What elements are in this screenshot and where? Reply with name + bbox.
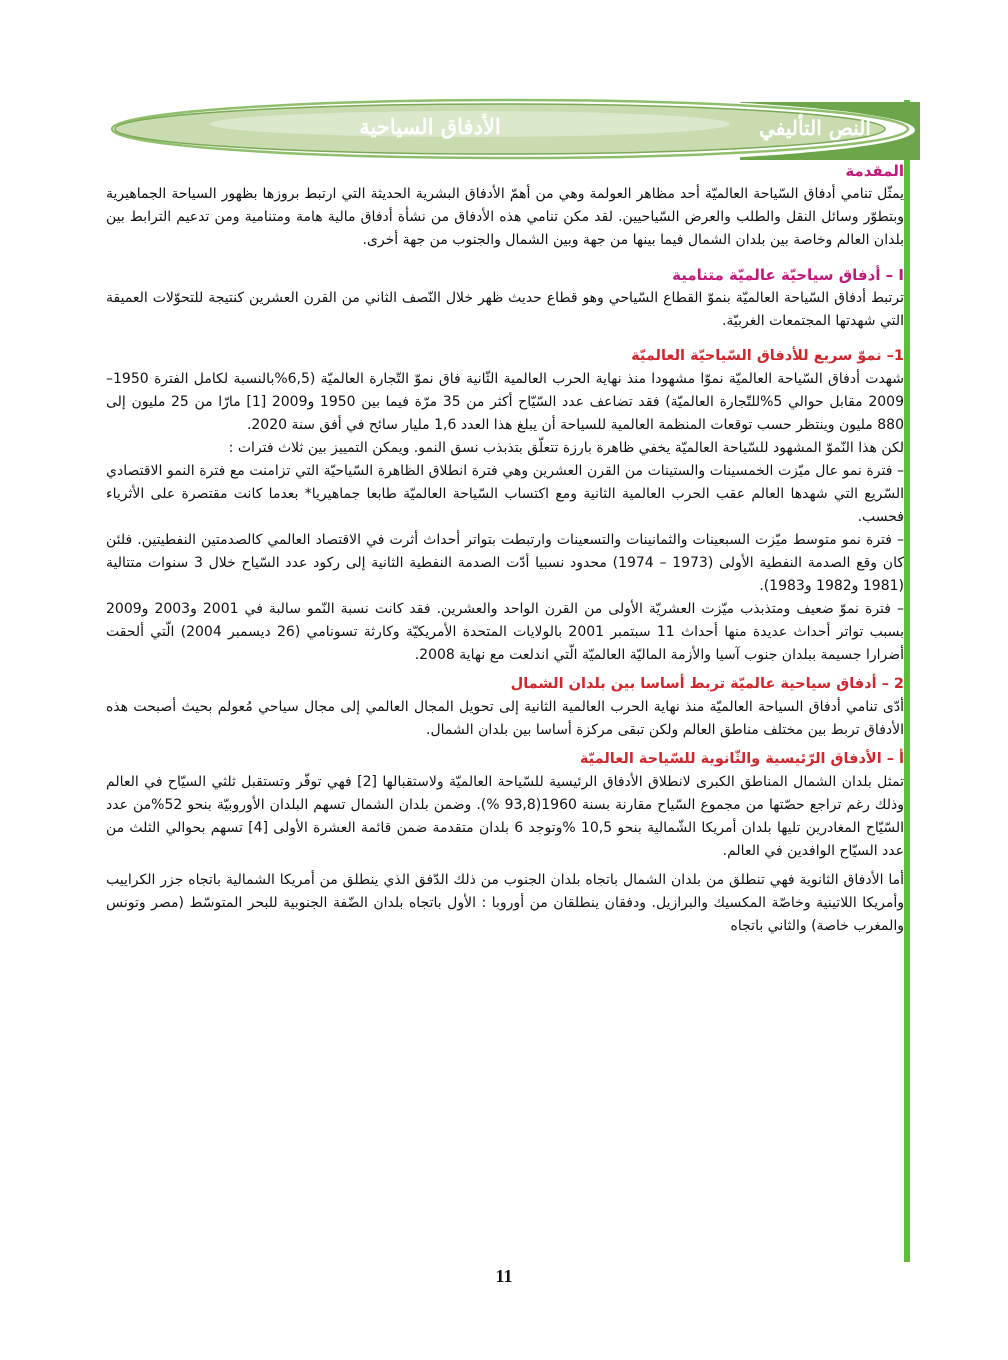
- sub1-paragraph: – فترة نمو متوسط ميّزت السبعينات والثمانينات والتسعينات وارتبطت بتواتر أحداث أثرت في الاقتصاد العالمي كالصدمتين النفطيتين. فلئن كان وقع الصدمة النفطية الأولى (1973 – 1974) محدود نسبيا أدّت الصدمة النفطية الثانية إلى ركود عدد السّياح خلال 3 سنوات متتالية (1981 و1982 و1983).: [106, 532, 905, 594]
- sub1-heading: 1– نموّ سريع للأدفاق السّياحيّة العالميّة: [631, 348, 904, 364]
- section-tag: النص التأليفي: [759, 116, 871, 140]
- article-body: [106, 160, 904, 938]
- subA-paragraph: أما الأدفاق الثانوية فهي تنطلق من بلدان الشمال باتجاه بلدان الجنوب من ذلك الدّفق الذي ينطلق من أمريكا الشمالية باتجاه جزر الكراييب وأمريكا اللاتينية وخاصّة المكسيك والبرازيل. ودفقان ينطلقان من أوروبا : الأول باتجاه بلدان الضّفة الجنوبية للبحر المتوسّط (مصر وتونس والمغرب خاصة) والثاني باتجاه: [106, 872, 904, 934]
- intro-heading: المقدمة: [845, 162, 904, 180]
- subA-paragraph: تمثل بلدان الشمال المناطق الكبرى لانطلاق الأدفاق الرئيسية للسّياحة العالميّة ولاستقبالها [2] فهي توفّر وتستقبل ثلثي السيّاح في العالم وذلك رغم تراجع حصّتها من مجموع السّياح مقارنة بسنة 1960(93,8 %). وضمن بلدان الشمال تسهم البلدان الأوروبيّة بنحو 52%من عدد السّيّاح المغادرين تليها بلدان أمريكا الشّمالية بنحو 10,5 %وتوجد 6 بلدان متقدمة ضمن قائمة العشرة الأولى [4] تسهم بحوالي الثلث من عدد السيّاح الوافدين في العالم.: [106, 774, 904, 859]
- sub1-paragraph: لكن هذا النّموّ المشهود للسّياحة العالميّة يخفي ظاهرة بارزة تتعلّق بتذبذب نسق النمو. ويمكن التمييز بين ثلاث فترات :: [228, 440, 904, 456]
- sub1-paragraph: – فترة نمو عال ميّزت الخمسينات والستينات من القرن العشرين وهي فترة انطلاق الظاهرة السّياحيّة التي تزامنت مع فترة النمو الاقتصادي السّريع التي شهدها العالم عقب الحرب العالمية الثانية ومع اكتساب السّياحة العالميّة طابعا جماهيريا* بعدما كانت مقتصرة على الأثرياء فحسب.: [106, 463, 904, 525]
- sub1-paragraph: – فترة نموّ ضعيف ومتذبذب ميّزت العشريّة الأولى من القرن الواحد والعشرين. فقد كانت نسبة النّمو سالبة في 2001 و2003 و2009 بسبب تواتر أحداث عديدة منها أحداث 11 سبتمبر 2001 بالولايات المتحدة الأمريكيّة وكارثة تسونامي (26 ديسمبر 2004) الّتي ألحقت أضرارا جسيمة ببلدان جنوب آسيا والأزمة الماليّة العالميّة الّتي اندلعت مع نهاية 2008.: [106, 601, 905, 663]
- intro-paragraph: يمثّل تنامي أدفاق السّياحة العالميّة أحد مظاهر العولمة وهي من أهمّ الأدفاق البشرية الحديثة التي ارتبط بروزها بظهور السياحة الجماهيرية وبتطوّر وسائل النقل والطلب والعرض السّياحيين. لقد مكن تنامي هذه الأدفاق من نشأة أدفاق مالية هامة ومتنامية ومن تدعيم الترابط بين بلدان العالم وخاصة بين بلدان الشمال فيما بينها من جهة وبين الشمال والجنوب من جهة أخرى.: [106, 186, 904, 248]
- section1-paragraph: ترتبط أدفاق السّياحة العالميّة بنموّ القطاع السّياحي وهو قطاع حديث ظهر خلال النّصف الثاني من القرن العشرين كنتيجة للتحوّلات العميقة التي شهدتها المجتمعات الغربيّة.: [106, 290, 904, 329]
- page-number: 11: [495, 1266, 513, 1286]
- page-title: الأدفاق السياحية: [359, 113, 501, 139]
- sub1-paragraph: شهدت أدفاق السّياحة العالميّة نموّا مشهودا منذ نهاية الحرب العالمية الثّانية فاق نموّ التّجارة العالميّة (6,5%بالنسبة لكامل الفترة 1950–2009 مقابل حوالي 5%للتّجارة العالميّة) فقد تضاعف عدد السّيّاح أكثر من 35 مرّة فيما بين 1950 و2009 [1] مارّا من 25 مليون إلى 880 مليون وينتظر حسب توقعات المنظمة العالمية للسياحة أن يبلغ هذا العدد 1,6 مليار سائح في أفق سنة 2020.: [106, 371, 904, 433]
- section1-heading: I – أدفاق سياحيّة عالميّة متنامية: [672, 266, 904, 284]
- sub2-heading: 2 – أدفاق سياحية عالميّة تربط أساسا بين بلدان الشمال: [510, 676, 904, 692]
- sub2-paragraph: أدّى تنامي أدفاق السياحة العالميّة منذ نهاية الحرب العالمية الثانية إلى تحويل المجال العالمي إلى مجال سياحي مُعولم بحيث أصبحت هذه الأدفاق تربط بين مختلف مناطق العالم ولكن تبقى مركزة أساسا بين بلدان الشمال.: [106, 699, 904, 738]
- margin-rule: [904, 100, 910, 1262]
- subA-heading: أ – الأدفاق الرّئيسية والثّانوية للسّياحة العالميّة: [579, 751, 904, 767]
